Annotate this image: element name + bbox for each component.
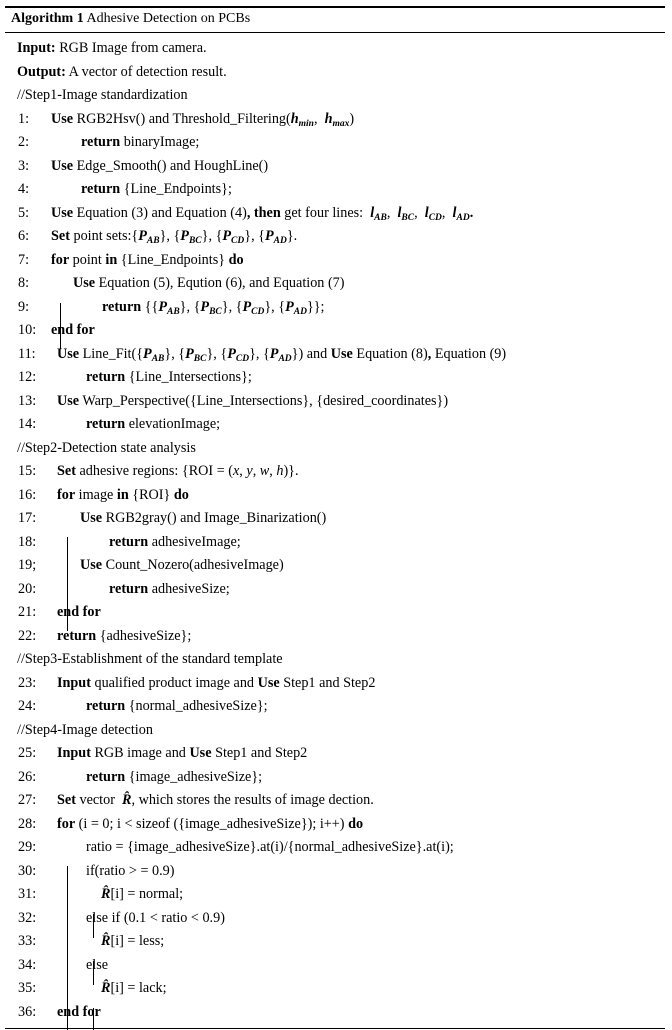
output-line: Output: A vector of detection result.	[17, 63, 227, 80]
line-32: 32: else if (0.1 < ratio < 0.9)	[18, 909, 225, 926]
bottom-rule	[5, 1028, 665, 1029]
line-31: 31: R̂[i] = normal;	[18, 886, 184, 902]
line-22: 22: return {adhesiveSize};	[18, 627, 192, 644]
line-16: 16: for image in {ROI} do	[18, 486, 189, 503]
line-17: 17: Use RGB2gray() and Image_Binarization()	[18, 510, 327, 526]
indent-bar-loop1	[60, 303, 61, 349]
line-18: 18: return adhesiveImage;	[18, 533, 241, 550]
line-30: 30: if(ratio > = 0.9)	[18, 862, 175, 879]
line-6: 6: Set point $sets:\{P_{AB}\}$, $\{P_{BC}\}$, $\{P_{CD}\}$, $\{P_{AD}\}$.	[18, 228, 298, 246]
algorithm-label: Algorithm 1	[11, 11, 84, 26]
indent-bar-if3	[93, 1008, 94, 1030]
algorithm-name: Adhesive Detection on PCBs	[86, 11, 251, 26]
indent-bar-if1	[93, 914, 94, 938]
line-15: 15: Set adhesive regions: {ROI = (x, y, w, h)}.	[18, 463, 299, 479]
line-29: 29: ratio = {image_adhesiveSize}.at(i)/{normal_adhesiveSize}.at(i);	[18, 839, 454, 855]
indent-bar-loop2	[67, 537, 68, 631]
input-line: Input: RGB Image from camera.	[17, 40, 207, 56]
line-27: 27: Set vector R̂, which stores the results of image dection.	[18, 792, 374, 808]
step2-comment: //Step2-Detection state analysis	[17, 439, 196, 456]
algorithm-body	[5, 37, 665, 1024]
line-23: 23: Input qualified product image and Use Step1 and Step2	[18, 674, 376, 691]
line-19: 19; Use Count_Nozero(adhesiveImage)	[18, 557, 284, 573]
line-25: 25: Input RGB image and Use Step1 and Step2	[18, 745, 308, 761]
line-36: 36: end for	[18, 1003, 101, 1020]
line-12: 12: return {Line_Intersections};	[18, 369, 252, 385]
line-24: 24: return {normal_adhesiveSize};	[18, 698, 268, 714]
line-7: 7: for point in {Line_Endpoints} do	[18, 251, 244, 268]
line-13: 13: Use Warp_Perspective({Line_Intersections}, {desired_coordinates})	[18, 392, 449, 409]
mid-rule	[5, 32, 665, 33]
step1-comment: //Step1-Image standardization	[17, 87, 188, 103]
line-10: 10: end for	[18, 322, 95, 338]
step3-comment: //Step3-Establishment of the standard template	[17, 651, 283, 667]
line-34: 34: else	[18, 956, 109, 973]
line-20: 20: return adhesiveSize;	[18, 580, 230, 597]
indent-bar-if2	[93, 961, 94, 985]
algorithm-box	[5, 6, 665, 1029]
line-9: 9: return {$\{P_{AB}\}$, $\{P_{BC}\}$, $\{P_{CD}\}$, $\{P_{AD}\}$};	[18, 298, 325, 317]
line-2: 2: return binaryImage;	[18, 134, 200, 150]
indent-bar-loop3	[67, 866, 68, 1030]
line-1: 1: Use RGB2Hsv() and $Threshold\_Filtering(h_{min}$, $h_{max}$)	[18, 110, 355, 129]
line-11: 11: Use $Line\_Fit(\{P_{AB}\}$, $\{P_{BC}\}$, $\{P_{CD}\}$, $\{P_{AD}\}$) and Use Equation (8), Equation (9)	[18, 345, 507, 364]
line-3: 3: Use Edge_Smooth() and HoughLine()	[18, 157, 269, 174]
line-5: 5: Use Equation (3) and Equation (4), then get four lines: $l_{AB}$, $l_{BC}$, $l_{CD}$, $l_{AD}$.	[18, 204, 474, 223]
line-21: 21: end for	[18, 604, 101, 620]
line-33: 33: R̂[i] = less;	[18, 933, 165, 949]
step4-comment: //Step4-Image detection	[17, 721, 153, 738]
line-14: 14: return elevationImage;	[18, 416, 221, 432]
line-8: 8: Use Equation (5), Eqution (6), and Equation (7)	[18, 275, 345, 291]
line-35: 35: R̂[i] = lack;	[18, 980, 167, 996]
line-4: 4: return {Line_Endpoints};	[18, 181, 232, 197]
line-26: 26: return {image_adhesiveSize};	[18, 768, 263, 785]
line-28: 28: for (i = 0; i < sizeof ({image_adhesiveSize}); i++) do	[18, 815, 364, 832]
algorithm-title	[5, 8, 665, 32]
